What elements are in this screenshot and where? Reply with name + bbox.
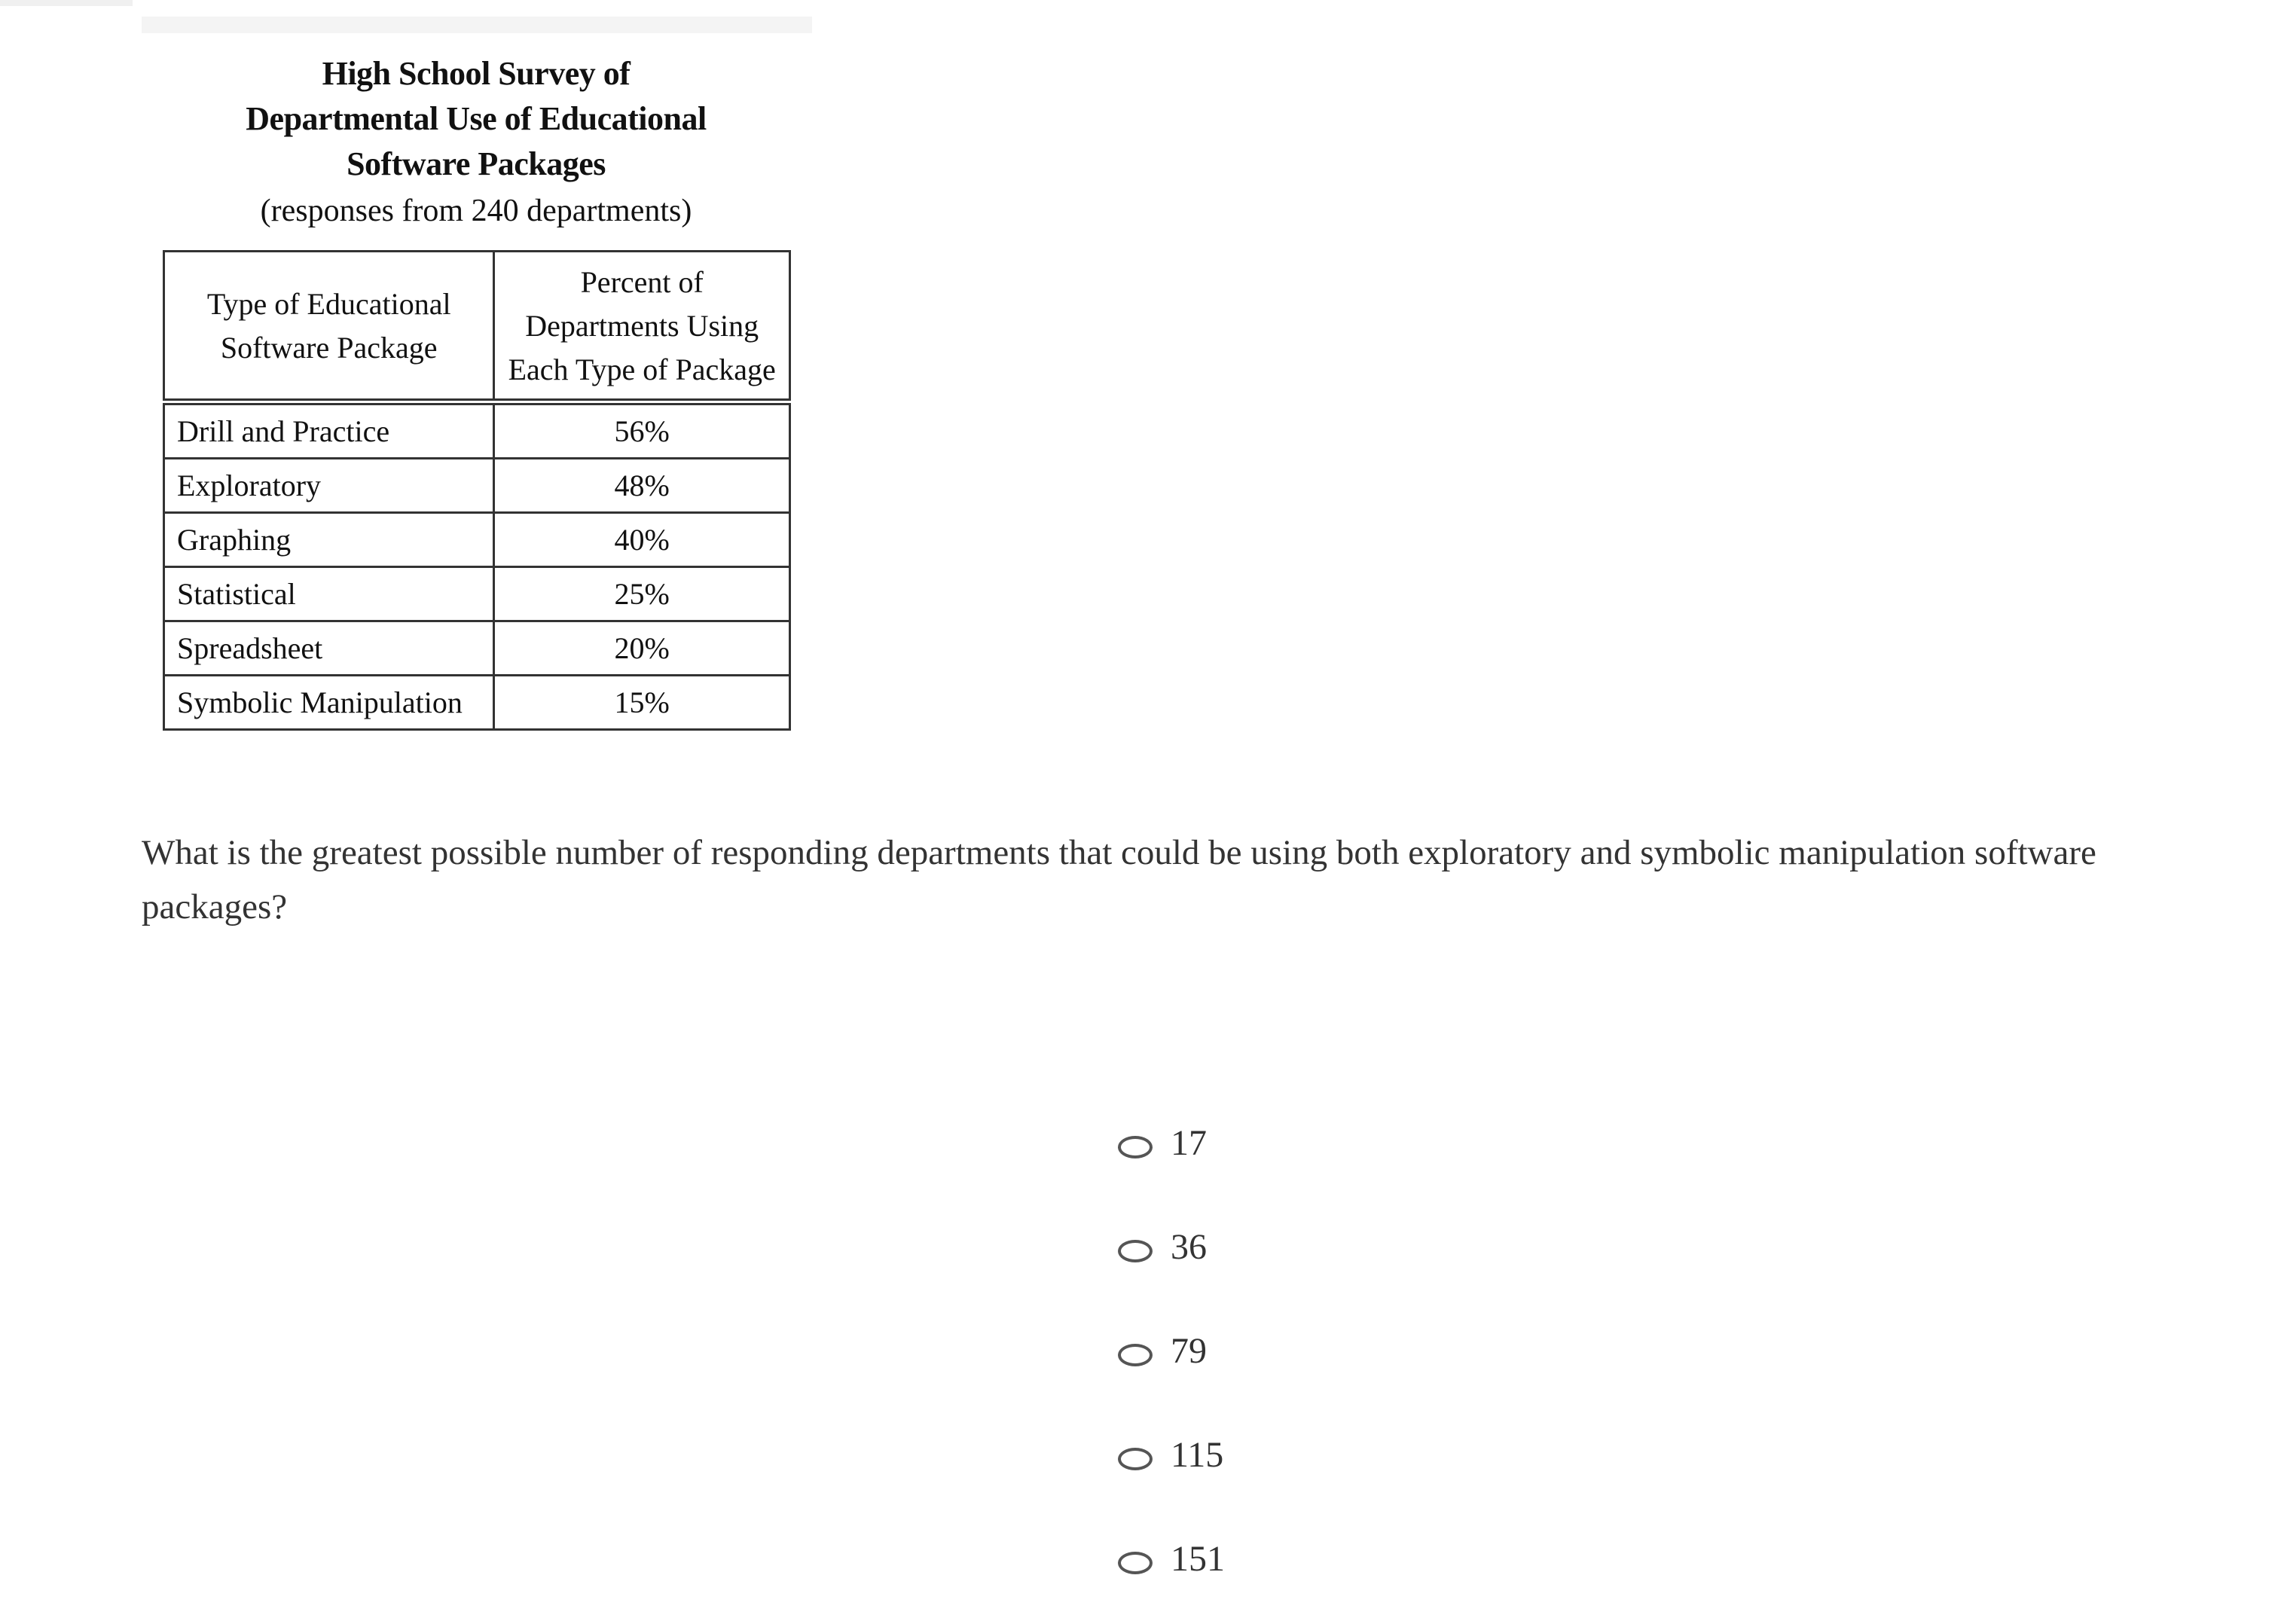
figure-title-line-1: High School Survey of [322, 55, 631, 92]
row-percent-cell: 56% [494, 402, 790, 459]
radio-button-icon[interactable] [1118, 1344, 1153, 1366]
row-percent-cell: 48% [494, 459, 790, 513]
column-header-percent-line-2: Departments Using [525, 309, 759, 343]
row-type-cell: Drill and Practice [164, 402, 494, 459]
figure-title [137, 51, 815, 187]
row-type-cell: Statistical [164, 567, 494, 621]
table-row [164, 459, 790, 513]
answer-option-e[interactable] [1118, 1532, 1419, 1624]
row-type-cell: Spreadsheet [164, 621, 494, 676]
answer-option-d[interactable] [1118, 1428, 1419, 1532]
radio-button-icon[interactable] [1118, 1240, 1153, 1262]
answer-option-b[interactable] [1118, 1220, 1419, 1324]
column-header-type-line-2: Software Package [220, 331, 438, 365]
column-header-type [164, 252, 494, 402]
survey-figure [137, 14, 815, 767]
answer-option-label[interactable]: 79 [1171, 1331, 1207, 1371]
row-percent-cell: 15% [494, 676, 790, 730]
radio-button-icon[interactable] [1118, 1136, 1153, 1158]
radio-button-icon[interactable] [1118, 1448, 1153, 1470]
table-row [164, 676, 790, 730]
column-header-percent-line-3: Each Type of Package [508, 353, 776, 386]
answer-option-c[interactable] [1118, 1324, 1419, 1428]
table-row [164, 513, 790, 567]
answer-option-a[interactable] [1118, 1116, 1419, 1220]
table-header-row [164, 252, 790, 402]
answer-option-label[interactable]: 17 [1171, 1123, 1207, 1163]
row-percent-cell: 40% [494, 513, 790, 567]
answer-option-label[interactable]: 115 [1171, 1435, 1224, 1475]
top-tab-strip [0, 0, 133, 6]
survey-table [163, 250, 791, 731]
row-type-cell: Exploratory [164, 459, 494, 513]
column-header-percent-line-1: Percent of [580, 265, 704, 299]
radio-button-icon[interactable] [1118, 1552, 1153, 1574]
answer-option-label[interactable]: 36 [1171, 1227, 1207, 1267]
row-percent-cell: 20% [494, 621, 790, 676]
column-header-percent [494, 252, 790, 402]
question-text: What is the greatest possible number of responding departments that could be using both exploratory and symbolic manipulation software packages? [142, 833, 2096, 926]
column-header-type-line-1: Type of Educational [206, 287, 451, 321]
row-type-cell: Symbolic Manipulation [164, 676, 494, 730]
answer-option-label[interactable]: 151 [1171, 1539, 1225, 1579]
row-type-cell: Graphing [164, 513, 494, 567]
answer-choices [1118, 1116, 1419, 1624]
table-row [164, 567, 790, 621]
row-percent-cell: 25% [494, 567, 790, 621]
figure-subtitle: (responses from 240 departments) [260, 194, 692, 228]
table-row [164, 402, 790, 459]
figure-title-line-2: Departmental Use of Educational [246, 100, 707, 137]
figure-title-line-3: Software Packages [347, 145, 606, 182]
table-row [164, 621, 790, 676]
figure-top-band [142, 17, 812, 33]
